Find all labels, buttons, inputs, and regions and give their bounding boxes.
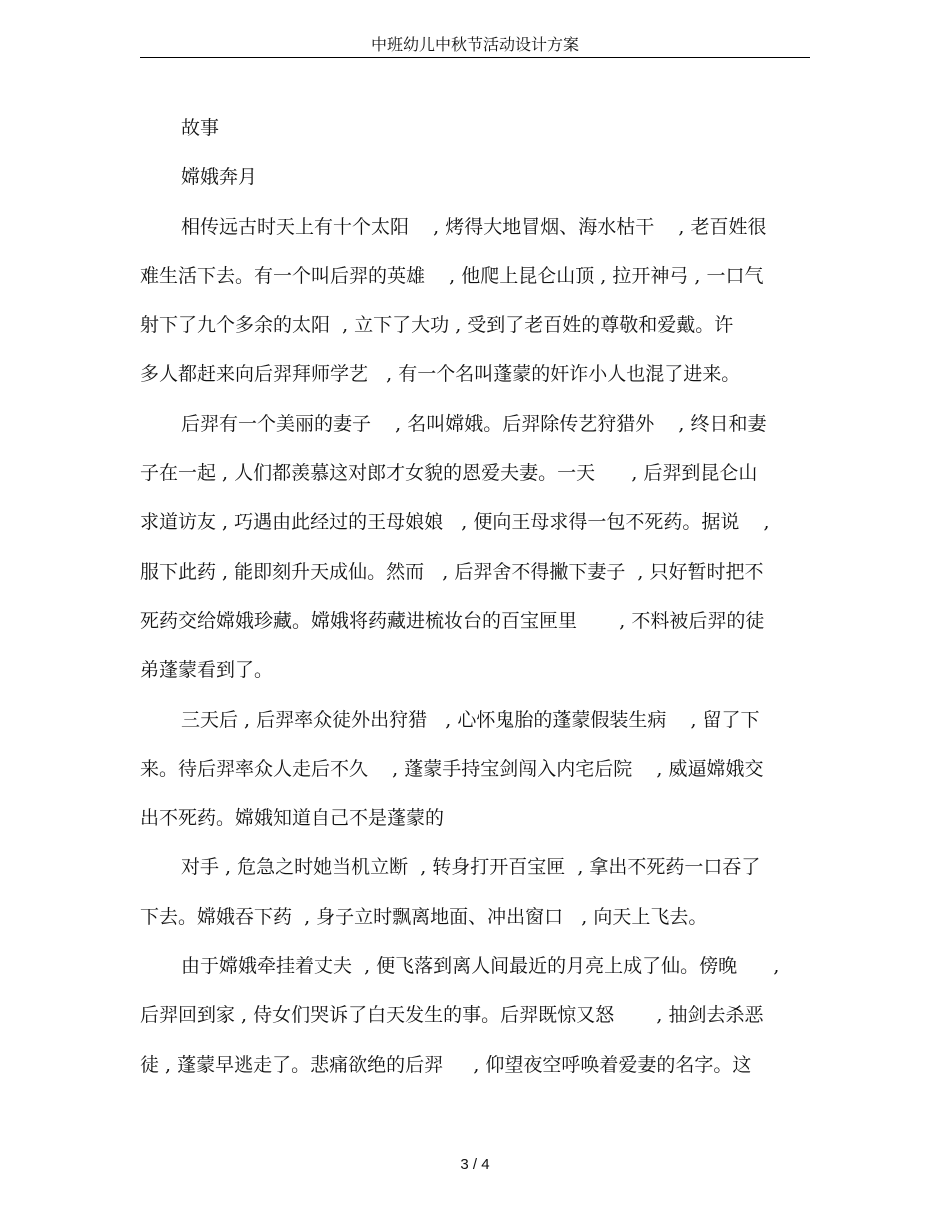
document-title: 中班幼儿中秋节活动设计方案 xyxy=(370,35,579,54)
text-line: 相传远古时天上有十个太阳 , 烤得大地冒烟、海水枯干 , 老百姓很 xyxy=(181,215,767,238)
section-label: 故事 xyxy=(181,117,220,139)
text-line: 后羿回到家 , 侍女们哭诉了白天发生的事。后羿既惊又怒 , 抽剑去杀恶 xyxy=(140,1004,764,1027)
text-line: 徒 , 蓬蒙早逃走了。悲痛欲绝的后羿 , 仰望夜空呼唤着爱妻的名字。这 xyxy=(140,1053,752,1076)
text-line: 射下了九个多余的太阳 , 立下了大功 , 受到了老百姓的尊敬和爱戴。许 xyxy=(140,314,734,337)
text-line: 弟蓬蒙看到了。 xyxy=(140,659,274,682)
text-line: 难生活下去。有一个叫后羿的英雄 , 他爬上昆仑山顶 , 拉开神弓 , 一口气 xyxy=(140,264,764,287)
text-line: 多人都赶来向后羿拜师学艺 , 有一个名叫蓬蒙的奸诈小人也混了进来。 xyxy=(140,363,741,386)
text-line: 出不死药。嫦娥知道自己不是蓬蒙的 xyxy=(140,807,445,830)
text-line: 下去。嫦娥吞下药 , 身子立时飘离地面、冲出窗口 , 向天上飞去。 xyxy=(140,905,708,928)
text-line: 后羿有一个美丽的妻子 , 名叫嫦娥。后羿除传艺狩猎外 , 终日和妻 xyxy=(181,412,767,435)
text-line: 子在一起 , 人们都羡慕这对郎才女貌的恩爱夫妻。一天 , 后羿到昆仑山 xyxy=(140,462,758,485)
story-title: 嫦娥奔月 xyxy=(181,166,258,189)
text-line: 三天后 , 后羿率众徒外出狩猎 , 心怀鬼胎的蓬蒙假装生病 , 留了下 xyxy=(181,708,760,731)
text-line: 来。待后羿率众人走后不久 , 蓬蒙手持宝剑闯入内宅后院 , 威逼嫦娥交 xyxy=(140,757,764,780)
text-line: 对手 , 危急之时她当机立断 , 转身打开百宝匣 , 拿出不死药一口吞了 xyxy=(181,856,761,879)
document-body xyxy=(140,108,810,1094)
page-header xyxy=(140,33,810,58)
page-number: 3 / 4 xyxy=(460,1156,490,1173)
text-line: 求道访友 , 巧遇由此经过的王母娘娘 , 便向王母求得一包不死药。据说 , xyxy=(140,511,770,534)
text-line: 死药交给嫦娥珍藏。嫦娥将药藏进梳妆台的百宝匣里 , 不料被后羿的徒 xyxy=(140,609,765,632)
text-line: 由于嫦娥牵挂着丈夫 , 便飞落到离人间最近的月亮上成了仙。傍晚 , xyxy=(181,955,780,978)
text-line: 服下此药 , 能即刻升天成仙。然而 , 后羿舍不得撇下妻子 , 只好暂时把不 xyxy=(140,560,764,583)
